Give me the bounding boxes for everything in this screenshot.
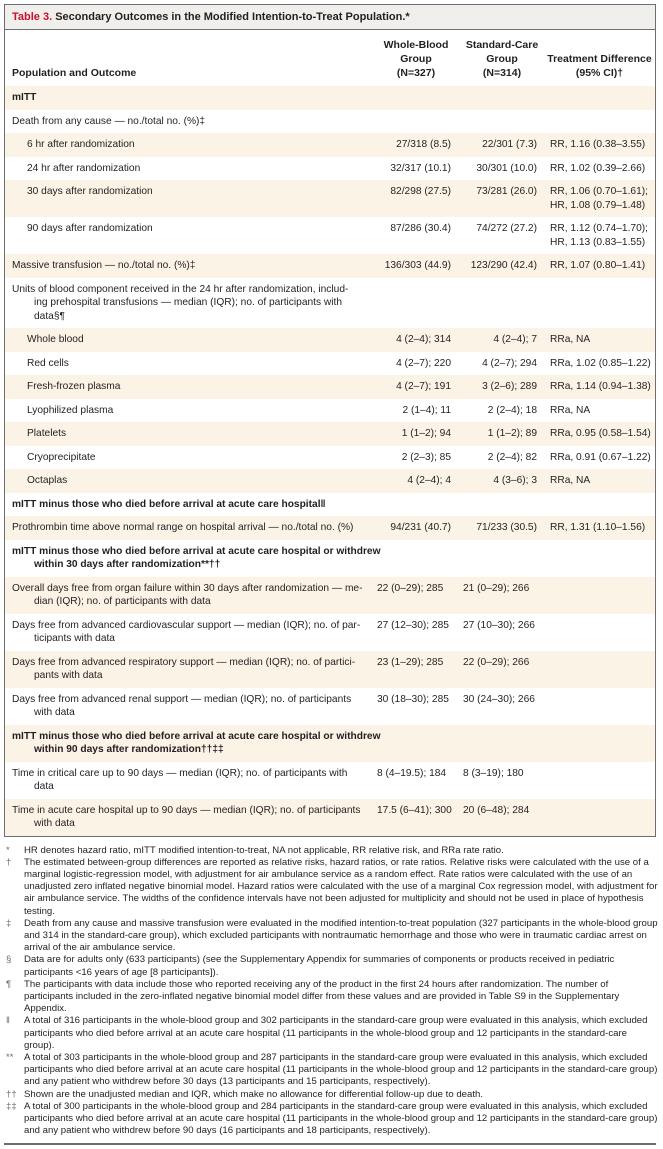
whole-blood-value: 32/317 (10.1) xyxy=(390,162,451,174)
header-treatment-difference-line: (95% CI)† xyxy=(575,67,624,79)
table-title-text: Secondary Outcomes in the Modified Intention-to-Treat Population.* xyxy=(52,11,410,23)
table-row xyxy=(5,352,655,376)
row-label xyxy=(5,767,373,794)
whole-blood-value: 4 (2–4); 4 xyxy=(407,475,451,486)
footnote-text: Death from any cause and massive transfusion were evaluated in the modified intention-to-treat population (327 participants in the whole-blood group and 314 in the standard-care group), which excluded participants with nontraumatic hemorrhage and those who were in traumatic cardiac arrest on arrival of the air ambulance service. xyxy=(24,917,658,954)
table-row xyxy=(5,180,655,217)
section-row xyxy=(5,725,655,762)
treatment-difference-value xyxy=(545,451,654,465)
treatment-difference-value xyxy=(545,380,654,394)
row-label xyxy=(5,404,373,418)
table-row xyxy=(5,422,655,446)
row-label xyxy=(5,474,373,488)
header-population-outcome: Population and Outcome xyxy=(12,67,137,79)
table-row xyxy=(5,762,655,799)
row-label xyxy=(5,138,373,152)
footnote-symbol: ‡ xyxy=(6,917,12,929)
footnote-symbol: * xyxy=(6,844,10,856)
treatment-difference-line: RR, 1.06 (0.70–1.61); xyxy=(550,186,648,197)
table-row xyxy=(5,278,655,329)
row-label-continuation: data§¶ xyxy=(34,310,65,322)
standard-care-value: 71/233 (30.5) xyxy=(476,522,537,533)
row-label-continuation: dian (IQR); no. of participants with data xyxy=(34,596,211,607)
footnote xyxy=(4,1101,659,1138)
whole-blood-value: 17.5 (6–41); 300 xyxy=(377,804,452,816)
row-label-text: Lyophilized plasma xyxy=(27,404,114,416)
row-label-text: mITT xyxy=(12,92,37,103)
header-treatment-difference-line: Treatment Difference xyxy=(547,53,652,65)
footnote xyxy=(4,845,659,857)
table-body xyxy=(5,86,655,836)
row-label-text: mITT minus those who died before arrival at acute care hospital or withdrew xyxy=(12,545,381,557)
row-label-text: Octaplas xyxy=(27,475,68,486)
standard-care-value: 123/290 (42.4) xyxy=(470,260,537,271)
whole-blood-value: 1 (1–2); 94 xyxy=(401,428,451,439)
header-whole-blood-line: Group xyxy=(400,53,432,65)
footnote-symbol: § xyxy=(6,954,12,966)
whole-blood-value: 87/286 (30.4) xyxy=(390,223,451,234)
footnote xyxy=(4,1015,659,1052)
treatment-difference-value xyxy=(545,521,654,535)
treatment-difference-line: RRa, 0.91 (0.67–1.22) xyxy=(550,451,651,463)
whole-blood-value: 30 (18–30); 285 xyxy=(377,693,449,705)
table-title xyxy=(5,5,655,30)
table-row xyxy=(5,516,655,540)
table-row xyxy=(5,688,655,725)
row-label-continuation: data xyxy=(34,781,54,792)
treatment-difference-value xyxy=(545,427,654,441)
row-label-continuation: ticipants with data xyxy=(34,633,115,644)
table-row xyxy=(5,217,655,254)
row-label-text: Overall days free from organ failure within 30 days after randomization — me- xyxy=(12,582,363,594)
footnote-symbol: ** xyxy=(6,1051,14,1063)
treatment-difference-value xyxy=(545,474,654,488)
bottom-rule xyxy=(4,1143,656,1145)
whole-blood-value: 8 (4–19.5); 184 xyxy=(377,767,447,779)
row-label-text: Time in critical care up to 90 days — median (IQR); no. of participants with xyxy=(12,767,348,779)
standard-care-value: 21 (0–29); 266 xyxy=(463,582,530,594)
row-label-text: Platelets xyxy=(27,428,67,439)
row-label-text: Days free from advanced renal support — median (IQR); no. of participants xyxy=(12,693,352,705)
row-label xyxy=(5,380,373,394)
standard-care-value: 2 (2–4); 82 xyxy=(487,451,537,463)
treatment-difference-value xyxy=(545,222,654,249)
table-row xyxy=(5,446,655,470)
row-label xyxy=(5,162,373,176)
row-label xyxy=(5,185,373,199)
treatment-difference-line: HR, 1.13 (0.83–1.55) xyxy=(550,236,646,248)
table-row xyxy=(5,328,655,352)
table-3 xyxy=(4,4,656,837)
footnote-symbol: ‖ xyxy=(6,1015,10,1027)
row-label-text: Red cells xyxy=(27,357,69,369)
treatment-difference-value xyxy=(545,259,654,273)
whole-blood-value: 2 (2–3); 85 xyxy=(401,451,451,463)
treatment-difference-line: RRa, NA xyxy=(550,334,591,345)
treatment-difference-value xyxy=(545,162,654,176)
row-label xyxy=(5,333,373,347)
header-whole-blood-line: Whole-Blood xyxy=(383,39,449,51)
row-label xyxy=(5,357,373,371)
treatment-difference-value xyxy=(545,404,654,418)
row-label xyxy=(5,582,373,609)
row-label-text: 24 hr after randomization xyxy=(27,162,141,174)
row-label-continuation: with data xyxy=(34,818,75,829)
section-row xyxy=(5,493,655,517)
standard-care-value: 27 (10–30); 266 xyxy=(463,619,535,631)
table-row xyxy=(5,651,655,688)
whole-blood-value: 4 (2–4); 314 xyxy=(396,334,451,345)
row-label xyxy=(5,259,373,273)
footnote-text: A total of 303 participants in the whole-blood group and 287 participants in the standard-care group were evaluated in this analysis, which excluded participants who died before arrival at an acute care hospital (11 participants in the whole-blood group and 12 participants in the standard-care group) and any patient who withdrew before 30 days (13 participants and 15 participants, respectively). xyxy=(24,1051,658,1088)
row-label xyxy=(5,730,654,757)
footnote-text: The participants with data include those who reported receiving any of the product in the first 24 hours after randomization. The number of participants included in the zero-inflated negative binomial model differ from these values and are provided in Table S9 in the Supplementary Appendix. xyxy=(24,978,620,1015)
standard-care-value: 2 (2–4); 18 xyxy=(487,404,537,416)
table-row xyxy=(5,110,655,134)
row-label-text: 30 days after randomization xyxy=(27,186,153,197)
row-label-text: 6 hr after randomization xyxy=(27,139,135,150)
row-label xyxy=(5,427,373,441)
table-row xyxy=(5,399,655,423)
treatment-difference-line: RRa, 1.14 (0.94–1.38) xyxy=(550,381,651,392)
row-label-continuation: within 30 days after randomization**†† xyxy=(34,559,221,570)
whole-blood-value: 22 (0–29); 285 xyxy=(377,582,444,594)
treatment-difference-value xyxy=(545,185,654,212)
table-row xyxy=(5,799,655,836)
table-row xyxy=(5,577,655,614)
treatment-difference-line: RRa, NA xyxy=(550,475,591,486)
standard-care-value: 4 (2–4); 7 xyxy=(493,334,537,345)
row-label-continuation: ing prehospital transfusions — median (IQR); no. of participants with xyxy=(34,297,343,308)
header-standard-care xyxy=(459,38,545,80)
footnote xyxy=(4,954,659,978)
row-label-continuation: pants with data xyxy=(34,670,103,681)
row-label xyxy=(5,115,373,129)
footnote-symbol: †† xyxy=(6,1088,17,1100)
row-label xyxy=(5,545,654,572)
table-number: Table 3. xyxy=(12,11,53,23)
footnote-text: A total of 300 participants in the whole-blood group and 284 participants in the standard-care group were evaluated in this analysis, which excluded participants who died before arrival at an acute care hospital (11 participants in the whole-blood group and 12 participants in the standard-care group) and any patient who withdrew before 90 days (16 participants and 18 participants, respectively). xyxy=(24,1100,658,1137)
row-label xyxy=(5,521,373,535)
footnote-text: HR denotes hazard ratio, mITT modified intention-to-treat, NA not applicable, RR relative risk, and RRa rate ratio. xyxy=(24,844,504,856)
footnote xyxy=(4,1052,659,1089)
row-label-text: Fresh-frozen plasma xyxy=(27,381,121,392)
treatment-difference-line: RRa, 0.95 (0.58–1.54) xyxy=(550,428,651,439)
row-label xyxy=(5,619,373,646)
standard-care-value: 20 (6–48); 284 xyxy=(463,804,530,816)
row-label-text: Cryoprecipitate xyxy=(27,451,96,463)
row-label xyxy=(5,283,373,324)
row-label-text: Whole blood xyxy=(27,334,84,345)
footnotes xyxy=(4,845,659,1138)
whole-blood-value: 2 (1–4); 11 xyxy=(402,404,451,416)
treatment-difference-line: RR, 1.31 (1.10–1.56) xyxy=(550,522,646,533)
standard-care-value: 3 (2–6); 289 xyxy=(482,381,537,392)
header-standard-care-line: Group xyxy=(486,53,518,65)
table-row xyxy=(5,614,655,651)
treatment-difference-line: RR, 1.16 (0.38–3.55) xyxy=(550,139,646,150)
table-row xyxy=(5,133,655,157)
header-whole-blood-line: (N=327) xyxy=(396,67,436,79)
column-headers xyxy=(5,30,655,86)
standard-care-value: 30 (24–30); 266 xyxy=(463,693,535,705)
row-label-text: Death from any cause — no./total no. (%)‡ xyxy=(12,115,206,127)
whole-blood-value: 4 (2–7); 220 xyxy=(396,357,451,369)
treatment-difference-line: RRa, 1.02 (0.85–1.22) xyxy=(550,357,651,369)
header-standard-care-line: (N=314) xyxy=(482,67,522,79)
row-label xyxy=(5,451,373,465)
row-label xyxy=(5,222,373,236)
treatment-difference-line: RR, 1.07 (0.80–1.41) xyxy=(550,260,646,271)
header-treatment-difference xyxy=(545,52,654,80)
standard-care-value: 4 (3–6); 3 xyxy=(493,475,537,486)
treatment-difference-value xyxy=(545,357,654,371)
footnote xyxy=(4,1089,659,1101)
row-label-text: Massive transfusion — no./total no. (%)‡ xyxy=(12,260,196,271)
treatment-difference-line: RRa, NA xyxy=(550,404,591,416)
table-row xyxy=(5,254,655,278)
footnote xyxy=(4,857,659,918)
footnote-symbol: ‡‡ xyxy=(6,1100,17,1112)
standard-care-value: 4 (2–7); 294 xyxy=(482,357,537,369)
whole-blood-value: 27/318 (8.5) xyxy=(396,139,451,150)
standard-care-value: 30/301 (10.0) xyxy=(476,162,537,174)
whole-blood-value: 136/303 (44.9) xyxy=(384,260,451,271)
footnote-text: Shown are the unadjusted median and IQR, which make no allowance for differential follow-up due to death. xyxy=(24,1088,484,1100)
section-row xyxy=(5,540,655,577)
footnote xyxy=(4,979,659,1016)
whole-blood-value: 82/298 (27.5) xyxy=(390,186,451,197)
whole-blood-value: 94/231 (40.7) xyxy=(390,522,451,533)
treatment-difference-line: RR, 1.02 (0.39–2.66) xyxy=(550,162,646,174)
standard-care-value: 8 (3–19); 180 xyxy=(463,767,524,779)
row-label-text: mITT minus those who died before arrival at acute care hospital or withdrew xyxy=(12,730,381,742)
row-label-text: mITT minus those who died before arrival at acute care hospital‖ xyxy=(12,498,326,510)
footnote-text: The estimated between-group differences are reported as relative risks, hazard ratios, or rate ratios. Relative risks were calculated with the use of a marginal logistic-regression model, with adjustment for air ambulance service as a random effect. Rate ratios were calculated with the use of an unadjusted zero inflated negative binomial model. Hazard ratios were calculated with the use of a marginal Cox regression model, with adjustment for air ambulance service. The widths of the confidence intervals have not been adjusted for multiplicity and should not be used in place of hypothesis testing. xyxy=(24,856,658,917)
treatment-difference-line: RR, 1.12 (0.74–1.70); xyxy=(550,223,648,234)
footnote-text: A total of 316 participants in the whole-blood group and 302 participants in the standard-care group were evaluated in this analysis, which excluded participants who died before arrival at an acute care hospital (11 participants in the whole-blood group and 12 participants in the standard-care group). xyxy=(24,1015,648,1051)
row-label-text: Days free from advanced respiratory support — median (IQR); no. of partici- xyxy=(12,656,356,668)
row-label xyxy=(5,693,373,720)
row-label xyxy=(5,498,654,512)
footnote-symbol: † xyxy=(6,856,12,868)
footnote-text: Data are for adults only (633 participants) (see the Supplementary Appendix for summaries of components or products received in pediatric participants <16 years of age [8 participants]). xyxy=(24,954,615,978)
standard-care-value: 22/301 (7.3) xyxy=(482,139,537,150)
treatment-difference-value xyxy=(545,138,654,152)
whole-blood-value: 23 (1–29); 285 xyxy=(377,656,444,668)
header-whole-blood xyxy=(373,38,459,80)
row-label-text: Units of blood component received in the 24 hr after randomization, includ- xyxy=(12,283,349,295)
row-label-text: 90 days after randomization xyxy=(27,223,153,234)
standard-care-value: 22 (0–29); 266 xyxy=(463,656,530,668)
row-label xyxy=(5,656,373,683)
table-row xyxy=(5,375,655,399)
whole-blood-value: 4 (2–7); 191 xyxy=(396,381,451,392)
row-label xyxy=(5,804,373,831)
table-row xyxy=(5,157,655,181)
row-label-text: Prothrombin time above normal range on hospital arrival — no./total no. (%) xyxy=(12,522,354,533)
row-label xyxy=(5,91,654,105)
table-row xyxy=(5,469,655,493)
row-label-text: Days free from advanced cardiovascular support — median (IQR); no. of par- xyxy=(12,619,361,631)
footnote-symbol: ¶ xyxy=(6,978,12,990)
row-label-text: Time in acute care hospital up to 90 days — median (IQR); no. of participants xyxy=(12,804,361,816)
standard-care-value: 73/281 (26.0) xyxy=(476,186,537,197)
row-label-continuation: with data xyxy=(34,707,75,718)
standard-care-value: 1 (1–2); 89 xyxy=(487,428,537,439)
row-label-continuation: within 90 days after randomization††‡‡ xyxy=(34,744,224,755)
standard-care-value: 74/272 (27.2) xyxy=(476,223,537,234)
whole-blood-value: 27 (12–30); 285 xyxy=(377,619,449,631)
section-row xyxy=(5,86,655,110)
treatment-difference-line: HR, 1.08 (0.79–1.48) xyxy=(550,199,646,211)
footnote xyxy=(4,918,659,955)
header-standard-care-line: Standard-Care xyxy=(465,39,539,51)
treatment-difference-value xyxy=(545,333,654,347)
